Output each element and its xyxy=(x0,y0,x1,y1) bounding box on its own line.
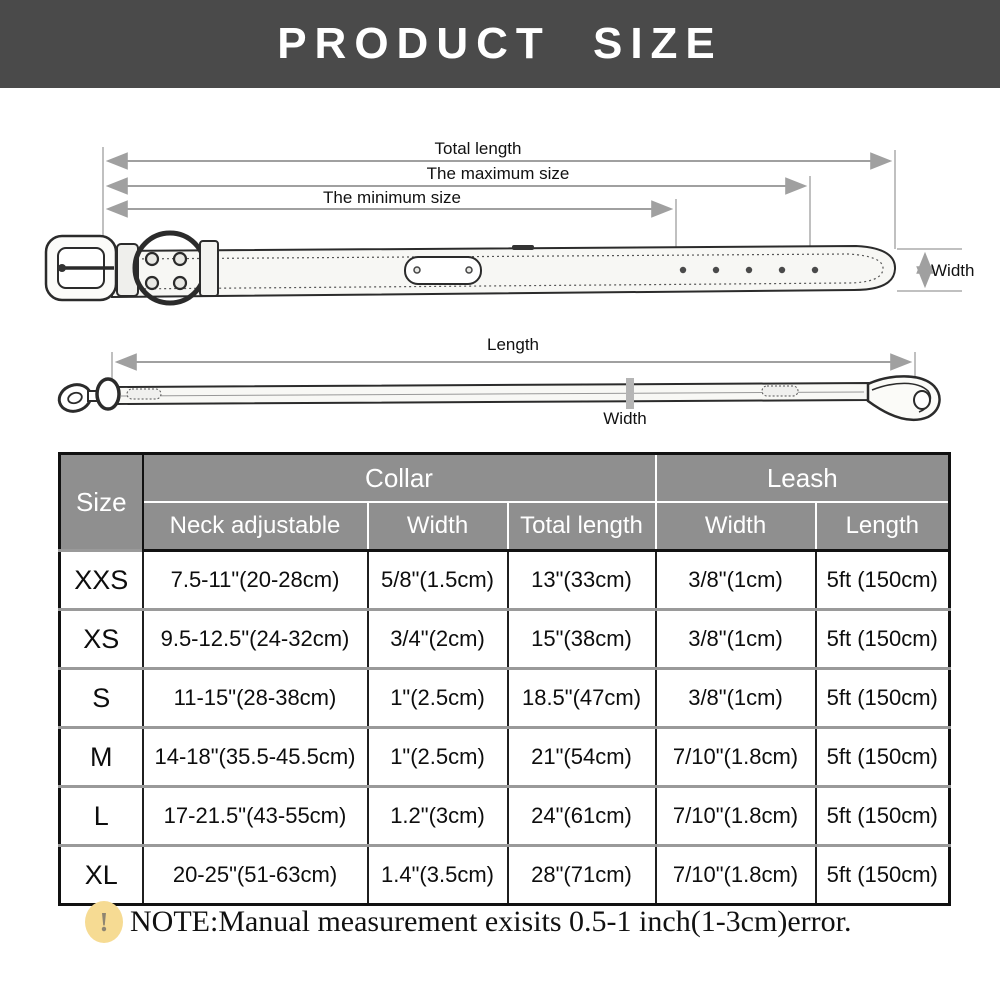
size-cell: XS xyxy=(60,610,143,669)
table-row xyxy=(60,610,950,669)
note-text: NOTE:Manual measurement exisits 0.5-1 inch(1-3cm)error. xyxy=(130,905,852,938)
total-length-cell: 18.5"(47cm) xyxy=(508,669,656,728)
collar-drawing xyxy=(46,233,895,303)
note xyxy=(85,901,851,943)
leash-width-marker xyxy=(626,378,634,409)
neck-cell: 20-25"(51-63cm) xyxy=(143,846,368,905)
size-cell: M xyxy=(60,728,143,787)
neck-cell: 7.5-11"(20-28cm) xyxy=(143,551,368,610)
leash-width-cell: 3/8"(1cm) xyxy=(656,551,816,610)
total-length-cell: 24"(61cm) xyxy=(508,787,656,846)
collar-width-cell: 1.4"(3.5cm) xyxy=(368,846,508,905)
column-header-size: Size xyxy=(60,454,143,551)
total-length-cell: 15"(38cm) xyxy=(508,610,656,669)
leash-length-cell: 5ft (150cm) xyxy=(816,728,950,787)
banner xyxy=(0,0,1000,88)
column-group-collar: Collar xyxy=(143,454,656,503)
leash-drawing xyxy=(56,376,940,419)
table-row xyxy=(60,728,950,787)
leash-width-cell: 7/10"(1.8cm) xyxy=(656,787,816,846)
column-header-leash-width: Width xyxy=(656,502,816,551)
leash-width-label: Width xyxy=(603,409,647,428)
table-row xyxy=(60,787,950,846)
page-title: PRODUCT SIZE xyxy=(277,19,723,68)
collar-width-cell: 1"(2.5cm) xyxy=(368,728,508,787)
column-header-total-length: Total length xyxy=(508,502,656,551)
leash-width-cell: 7/10"(1.8cm) xyxy=(656,846,816,905)
collar-width-cell: 1.2"(3cm) xyxy=(368,787,508,846)
size-cell: L xyxy=(60,787,143,846)
exclamation-icon: ! xyxy=(85,901,123,943)
table-row xyxy=(60,551,950,610)
total-length-cell: 21"(54cm) xyxy=(508,728,656,787)
table-row xyxy=(60,846,950,905)
leash-swivel-ring xyxy=(97,379,119,409)
leash-length-cell: 5ft (150cm) xyxy=(816,669,950,728)
maximum-size-label: The maximum size xyxy=(426,164,570,183)
table-row xyxy=(60,669,950,728)
leash-length-cell: 5ft (150cm) xyxy=(816,787,950,846)
collar-width-cell: 3/4"(2cm) xyxy=(368,610,508,669)
column-group-leash: Leash xyxy=(656,454,950,503)
leash-length-cell: 5ft (150cm) xyxy=(816,551,950,610)
column-header-leash-length: Length xyxy=(816,502,950,551)
total-length-label: Total length xyxy=(434,139,522,158)
leash-width-cell: 3/8"(1cm) xyxy=(656,669,816,728)
leash-length-label: Length xyxy=(487,335,539,354)
size-cell: S xyxy=(60,669,143,728)
leash-length-cell: 5ft (150cm) xyxy=(816,846,950,905)
size-cell: XL xyxy=(60,846,143,905)
column-header-neck-adjustable: Neck adjustable xyxy=(143,502,368,551)
neck-cell: 17-21.5"(43-55cm) xyxy=(143,787,368,846)
total-length-cell: 28"(71cm) xyxy=(508,846,656,905)
size-table xyxy=(58,452,951,906)
column-header-collar-width: Width xyxy=(368,502,508,551)
minimum-size-label: The minimum size xyxy=(323,188,461,207)
neck-cell: 14-18"(35.5-45.5cm) xyxy=(143,728,368,787)
collar-width-cell: 5/8"(1.5cm) xyxy=(368,551,508,610)
size-cell: XXS xyxy=(60,551,143,610)
total-length-cell: 13"(33cm) xyxy=(508,551,656,610)
leash-width-cell: 7/10"(1.8cm) xyxy=(656,728,816,787)
leash-width-cell: 3/8"(1cm) xyxy=(656,610,816,669)
neck-cell: 9.5-12.5"(24-32cm) xyxy=(143,610,368,669)
neck-cell: 11-15"(28-38cm) xyxy=(143,669,368,728)
collar-width-label: Width xyxy=(931,261,975,280)
measurement-diagram xyxy=(0,130,1000,445)
collar-width-cell: 1"(2.5cm) xyxy=(368,669,508,728)
leash-length-cell: 5ft (150cm) xyxy=(816,610,950,669)
